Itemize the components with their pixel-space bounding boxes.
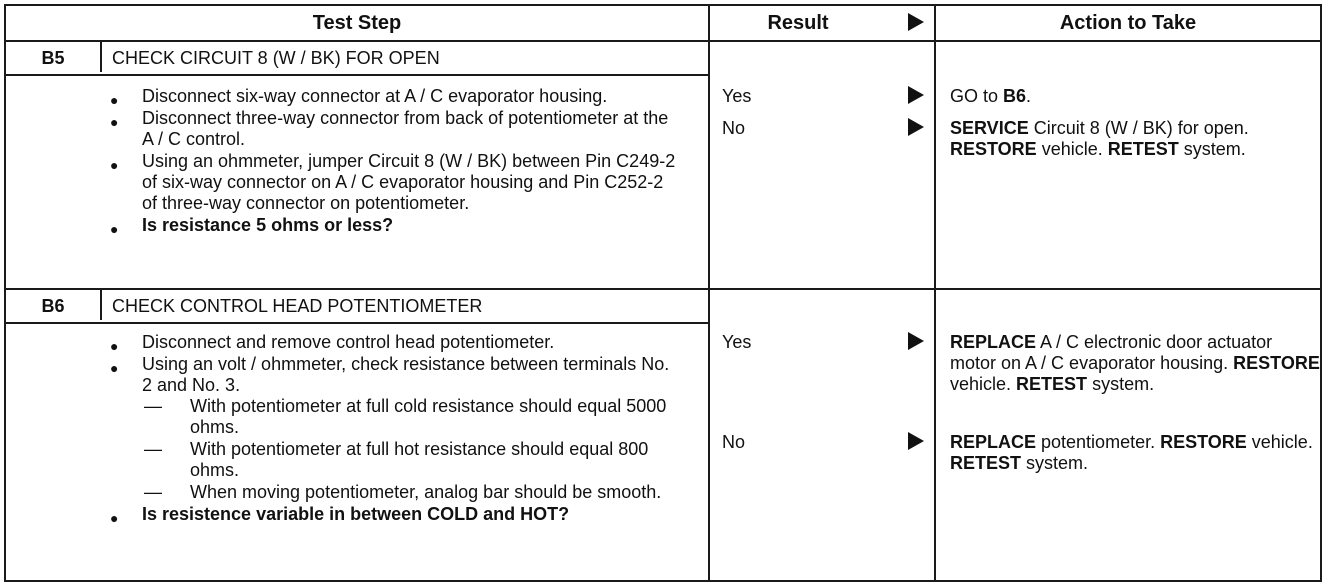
dash-icon: — [144,482,162,502]
result-arrow-icon [908,118,924,136]
action-b6-no: REPLACE potentiometer. RESTORE vehicle. RETEST system. [950,432,1313,473]
action-b6-yes: REPLACE A / C electronic door actuator motor on A / C evaporator housing. RESTORE vehicle. RETEST system. [950,332,1320,394]
step-b5-instructions [106,86,676,237]
result-b5-yes: Yes [722,86,752,106]
bullet-icon: ● [110,92,119,108]
list-item: ● Disconnect and remove control head potentiometer. [106,332,676,353]
column-divider-result [708,6,710,580]
step-question: ● Is resistence variable in between COLD and HOT? [106,504,676,525]
step-id-divider [100,290,102,320]
diagnostic-table [4,4,1322,582]
step-b6-instructions [106,332,676,526]
action-b5-no: SERVICE Circuit 8 (W / BK) for open. RESTORE vehicle. RETEST system. [950,118,1249,159]
bullet-icon: ● [110,360,119,376]
result-arrow-icon [908,432,924,450]
dash-icon: — [144,396,162,416]
bullet-icon: ● [110,114,119,130]
step-title-divider [6,322,708,324]
bullet-icon: ● [110,157,119,173]
result-b6-yes: Yes [722,332,752,352]
header-action: Action to Take [1059,12,1197,34]
dash-icon: — [144,439,162,459]
sub-list-item: — When moving potentiometer, analog bar should be smooth. [144,482,662,502]
list-item: ● Using an ohmmeter, jumper Circuit 8 (W / BK) between Pin C249-2 of six-way connector on A / C evaporator housing and Pin C252-2 of three-way connector on potentiometer. [110,151,676,213]
result-b5-no: No [722,118,746,138]
result-arrow-icon [908,332,924,350]
column-divider-action [934,6,936,580]
sub-list-item: — With potentiometer at full hot resistance should equal 800 ohms. [144,439,649,480]
list-item: ● Disconnect six-way connector at A / C evaporator housing. [106,86,676,107]
header-result: Result [767,12,829,34]
step-id-divider [100,42,102,72]
list-item: ● Using an volt / ohmmeter, check resistance between terminals No. 2 and No. 3. — With potentiometer at full cold resistance should equal 5000 ohms. — With potentiometer at full hot resistance should equal 800 ohms. — When moving potentiometer, analog bar should be smooth. [106,354,676,503]
step-title-b6: CHECK CONTROL HEAD POTENTIOMETER [112,296,483,316]
step-question: ● Is resistance 5 ohms or less? [106,215,676,236]
bullet-icon: ● [110,510,119,526]
bullet-icon: ● [110,338,119,354]
step-id-b5: B5 [41,48,65,68]
sub-list [142,396,676,503]
step-id-b6: B6 [41,296,65,316]
step-title-b5: CHECK CIRCUIT 8 (W / BK) FOR OPEN [112,48,440,68]
result-arrow-icon [908,86,924,104]
header-test-step: Test Step [312,12,402,34]
bullet-icon: ● [110,221,119,237]
list-item: ● Disconnect three-way connector from back of potentiometer at the A / C control. [110,108,669,149]
result-b6-no: No [722,432,746,452]
sub-list-item: — With potentiometer at full cold resistance should equal 5000 ohms. [144,396,667,437]
action-b5-yes: GO to B6. [950,86,1032,106]
step-title-divider [6,74,708,76]
header-arrow-icon [908,13,924,31]
